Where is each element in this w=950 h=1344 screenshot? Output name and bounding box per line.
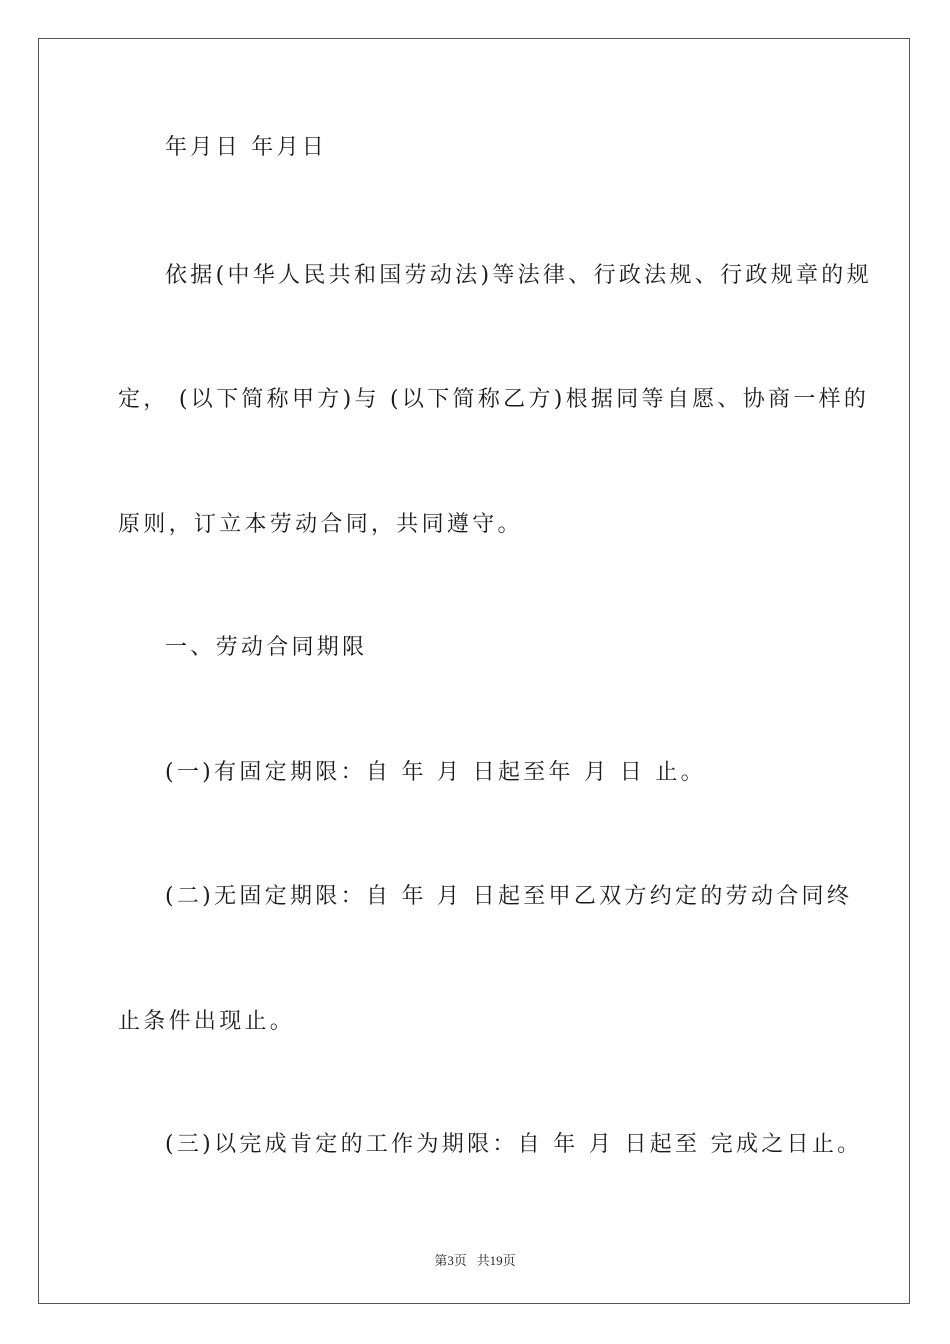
clause-2-line-1: (二)无固定期限：自 年 月 日起至甲乙双方约定的劳动合同终 (165, 884, 853, 909)
page-number-footer: 第3页 共19页 (434, 1253, 516, 1268)
clause-3: (三)以完成肯定的工作为期限：自 年 月 日起至 完成之日止。 (165, 1132, 863, 1157)
clause-2-line-2: 止条件出现止。 (118, 1009, 296, 1034)
section-heading: 一、劳动合同期限 (165, 635, 368, 660)
paragraph-line-1: 依据(中华人民共和国劳动法)等法律、行政法规、行政规章的规 (165, 263, 872, 288)
paragraph-line-3: 原则，订立本劳动合同，共同遵守。 (118, 512, 523, 537)
clause-1: (一)有固定期限：自 年 月 日起至年 月 日 止。 (165, 760, 706, 785)
paragraph-line-2: 定， (以下简称甲方)与 (以下简称乙方)根据同等自愿、协商一样的 (118, 387, 870, 412)
page-frame (38, 38, 910, 1304)
date-line: 年月日 年月日 (165, 135, 328, 160)
